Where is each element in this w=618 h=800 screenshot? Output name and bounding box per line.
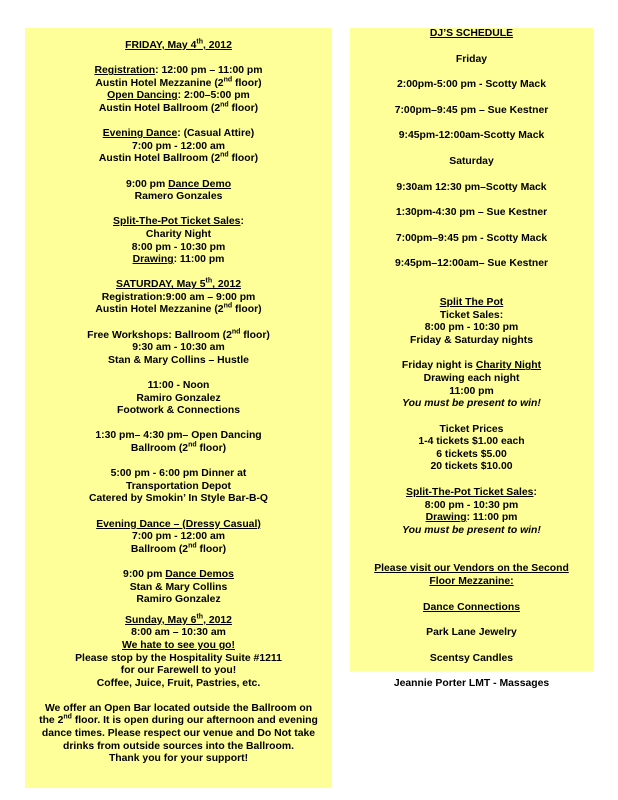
transportation-depot: Transportation Depot <box>125 480 232 492</box>
price-1: 1-4 tickets $1.00 each <box>418 436 525 448</box>
ticket-prices-title: Ticket Prices <box>439 423 504 435</box>
dinner: 5:00 pm - 6:00 pm Dinner at <box>110 468 247 480</box>
noon-workshop: 11:00 - Noon <box>147 380 210 392</box>
drawing-line: Drawing: 11:00 pm <box>425 512 518 524</box>
saturday-header: SATURDAY, May 5th, 2012 <box>116 277 241 291</box>
farewell: for our Farewell to you! <box>120 665 237 677</box>
ballroom-saturday: Ballroom (2nd floor) <box>130 441 227 454</box>
split-pot-sales-friday: Split-The-Pot Ticket Sales: <box>113 216 244 228</box>
friday-saturday-nights: Friday & Saturday nights <box>410 334 533 346</box>
evening-time-friday: 7:00 pm - 12:00 am <box>132 140 225 152</box>
saturday-registration-location: Austin Hotel Mezzanine (2nd floor) <box>95 303 262 316</box>
evening-time-saturday: 7:00 pm - 12:00 am <box>132 531 225 543</box>
ramero-gonzales: Ramero Gonzales <box>134 191 223 203</box>
price-2: 6 tickets $5.00 <box>436 448 507 460</box>
dance-demos-saturday: 9:00 pm Dance Demos <box>123 568 234 580</box>
weekend-schedule-column <box>25 28 332 788</box>
hate-to-see-you-go: We hate to see you go! <box>122 639 235 651</box>
workshop-time: 9:30 am - 10:30 am <box>132 342 225 354</box>
open-bar-line-3: dance times. Please respect our venue and Do Not take <box>41 728 316 740</box>
free-workshops: Free Workshops: Ballroom (2nd floor) <box>87 328 270 341</box>
drawing-each-night: Drawing each night <box>423 372 520 384</box>
split-the-pot-title: Split The Pot <box>439 296 504 308</box>
dj-sat-slot-2: 1:30pm-4:30 pm – Sue Kestner <box>395 207 548 219</box>
vendor-park-lane: Park Lane Jewelry <box>426 627 517 639</box>
dj-fri-slot-1: 2:00pm-5:00 pm - Scotty Mack <box>397 79 546 91</box>
coffee-juice: Coffee, Juice, Fruit, Pastries, etc. <box>96 677 261 689</box>
dj-sat-slot-1: 9:30am 12:30 pm–Scotty Mack <box>396 181 547 193</box>
vendor-jeannie-porter: Jeannie Porter LMT - Massages <box>393 678 550 690</box>
ticket-sales-label: Ticket Sales: <box>439 309 504 321</box>
must-be-present: You must be present to win! <box>402 398 541 410</box>
dj-fri-slot-2: 7:00pm–9:45 pm – Sue Kestner <box>394 104 549 116</box>
open-bar-line-4: drinks from outside sources into the Ballroom. <box>63 740 294 752</box>
ramiro-gonzalez: Ramiro Gonzalez <box>136 392 221 404</box>
ticket-sales-time: 8:00 pm - 10:30 pm <box>424 322 519 334</box>
price-3: 20 tickets $10.00 <box>430 461 513 473</box>
friday-registration: Registration: 12:00 pm – 11:00 pm <box>94 65 263 77</box>
vendor-scentsy: Scentsy Candles <box>429 652 514 664</box>
split-pot-time: 8:00 pm - 10:30 pm <box>131 241 226 253</box>
friday-header: FRIDAY, May 4th, 2012 <box>125 38 232 51</box>
dj-friday: Friday <box>455 53 488 65</box>
friday-charity-night: Friday night is Charity Night <box>401 360 542 372</box>
ballroom-location: Austin Hotel Ballroom (2nd floor) <box>98 101 259 114</box>
open-dancing: Open Dancing: 2:00–5:00 pm <box>107 90 250 102</box>
open-bar-line-2: the 2nd floor. It is open during our afternoon and evening <box>39 714 318 727</box>
ballroom-saturday-2: Ballroom (2nd floor) <box>130 542 227 555</box>
split-pot-sales-label: Split-The-Pot Ticket Sales: <box>406 487 537 499</box>
catered-by: Catered by Smokin’ In Style Bar-B-Q <box>89 493 268 505</box>
dj-sat-slot-4: 9:45pm–12:00am– Sue Kestner <box>394 258 549 270</box>
saturday-registration: Registration:9:00 am – 9:00 pm <box>101 291 256 303</box>
evening-dance-friday: Evening Dance: (Casual Attire) <box>102 128 255 140</box>
split-pot-sales-time: 8:00 pm - 10:30 pm <box>424 499 519 511</box>
dance-demo-friday: 9:00 pm Dance Demo <box>125 178 232 190</box>
drawing-time: 11:00 pm <box>449 385 494 397</box>
vendor-dance-connections: Dance Connections <box>423 601 520 613</box>
footwork-connections: Footwork & Connections <box>117 405 240 417</box>
sunday-header: Sunday, May 6th, 2012 <box>125 613 232 626</box>
dj-schedule-column <box>350 28 593 690</box>
dj-saturday: Saturday <box>449 155 494 167</box>
dj-sat-slot-3: 7:00pm–9:45 pm - Scotty Mack <box>395 232 548 244</box>
registration-location: Austin Hotel Mezzanine (2nd floor) <box>95 76 262 89</box>
dj-schedule-header: DJ’S SCHEDULE <box>429 28 514 39</box>
evening-dance-saturday: Evening Dance – (Dressy Casual) <box>96 518 261 530</box>
open-dancing-saturday: 1:30 pm– 4:30 pm– Open Dancing <box>95 430 262 442</box>
vendors-title-1: Please visit our Vendors on the Second <box>374 563 569 575</box>
stan-mary-hustle: Stan & Mary Collins – Hustle <box>108 354 249 366</box>
open-bar-line-1: We offer an Open Bar located outside the Ballroom on <box>44 702 313 714</box>
drawing-time-friday: Drawing: 11:00 pm <box>132 254 225 266</box>
vendors-title-2: Floor Mezzanine: <box>429 576 514 588</box>
ramiro-gonzalez-2: Ramiro Gonzalez <box>136 594 221 606</box>
stan-mary-collins: Stan & Mary Collins <box>129 581 228 593</box>
hospitality-suite: Please stop by the Hospitality Suite #1211 <box>75 652 282 664</box>
must-be-present-2: You must be present to win! <box>402 524 541 536</box>
dj-fri-slot-3: 9:45pm-12:00am-Scotty Mack <box>398 130 545 142</box>
charity-night: Charity Night <box>145 228 212 240</box>
sunday-time: 8:00 am – 10:30 am <box>131 627 226 639</box>
open-bar-line-5: Thank you for your support! <box>108 753 249 765</box>
ballroom-location-2: Austin Hotel Ballroom (2nd floor) <box>98 151 259 165</box>
